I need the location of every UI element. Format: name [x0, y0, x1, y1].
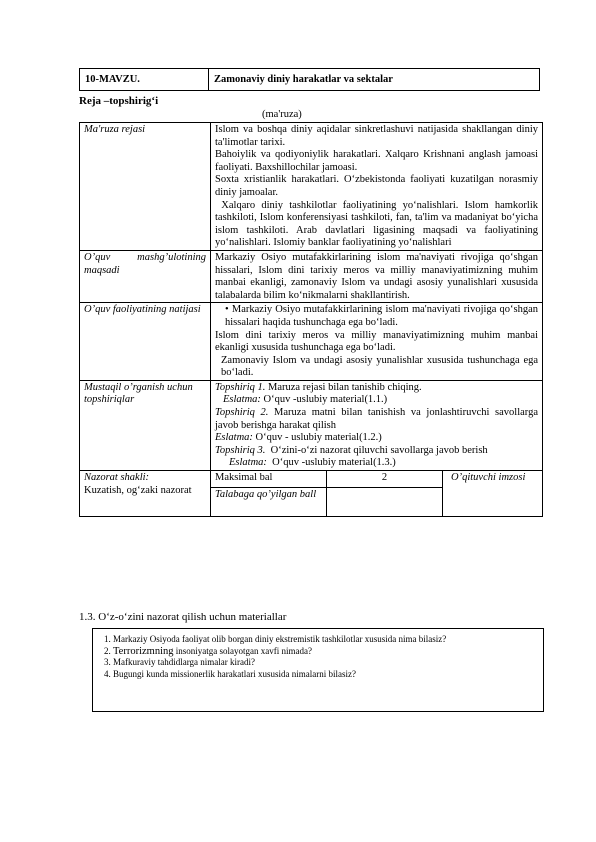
maruza-rejasi-content: [211, 123, 543, 251]
reja-line-1: Islom va boshqa diniy aqidalar sinkretlashuvi natijasida shakllangan diniy ta'limotlar tarixi.: [215, 124, 539, 148]
row-maqsadi: [80, 250, 543, 302]
bullet-icon: •: [225, 304, 229, 316]
teacher-signature-label: O’qituvchi imzosi: [443, 471, 543, 517]
label-mustaqil: Mustaqil o’rganish uchun topshiriqlar: [80, 380, 211, 470]
row-mustaqil: [80, 380, 543, 470]
max-ball-value: 2: [327, 471, 443, 488]
label-maruza-rejasi: Ma'ruza rejasi: [80, 123, 211, 251]
natija-line-3: Zamonaviy Islom va undagi asosiy yunalishlar xususida tushunchaga ega bo‘ladi.: [221, 354, 539, 379]
mustaqil-content: [211, 380, 543, 470]
task-1: Topshiriq 1. Maruza rejasi bilan tanishib chiqing.: [215, 381, 422, 393]
maqsadi-content: Markaziy Osiyo mutafakkirlarining islom ma'naviyati rivojiga qo‘shgan hissalari, Islom dini tarixiy meros va milliy manaviyatimizning muhim manbai ekanligi, zamonaviy Islom va undagi asosiy yunalishlari xususida talabalarda bilim ko‘nikmalarni shakllantirish.: [211, 250, 543, 302]
section-13-title: 1.3. O‘z-o‘zini nazorat qilish uchun materiallar: [79, 611, 287, 623]
label-nazorat: Nazorat shakli: Kuzatish, og‘zaki nazorat: [80, 471, 211, 517]
row-natijasi: [80, 303, 543, 381]
max-ball-label: Maksimal bal: [211, 471, 327, 488]
questions-box: [92, 628, 544, 712]
note-1: Eslatma: O‘quv -uslubiy material(1.1.): [223, 394, 388, 406]
reja-line-4: Xalqaro diniy tashkilotlar faoliyatining yo‘nalishlari. Islom hamkorlik tashkiloti, Islom konferensiyasi tashkiloti, fan, ta'lim va madaniyat bo‘yicha islom tashkiloti. Arab davlatlari ligasining maqsadi va faoliyatining yo‘nalishlari. Islomiy banklar faoliyatining yo‘nalishlari: [215, 199, 541, 249]
student-ball-value: [327, 488, 443, 517]
task-3: Topshiriq 3. O‘zini-o‘zi nazorat qiluvchi savollarga javob berish: [215, 444, 488, 456]
label-natijasi: O’quv faoliyatining natijasi: [80, 303, 211, 381]
natijasi-content: [211, 303, 543, 381]
topic-header-table: [79, 68, 540, 91]
row-maruza-rejasi: [80, 123, 543, 251]
natija-line-2: Islom dini tarixiy meros va milliy manaviyatimizning muhim manbai ekanligi xususida tushunchaga ega bo‘ladi.: [215, 329, 539, 354]
question-4: 4. Bugungi kunda missionerlik harakatlari xususida nimalarni bilasiz?: [104, 668, 356, 679]
row-nazorat-1: [80, 471, 543, 488]
label-maqsadi: O’quv mashg’ulotining maqsadi: [80, 250, 211, 302]
question-3: 3. Mafkuraviy tahdidlarga nimalar kiradi?: [104, 657, 256, 668]
reja-line-3: Soxta xristianlik harakatlari. O‘zbekistonda faoliyati kuzatilgan norasmiy diniy jamoalar.: [215, 174, 539, 198]
reja-label: Reja –topshirig‘i: [79, 95, 159, 107]
natija-line-1: • Markaziy Osiyo mutafakkirlarining islom ma'naviyati rivojiga qo‘shgan hissalari haqida tushunchaga ega bo‘ladi.: [225, 304, 539, 328]
note-2: Eslatma: O‘quv - uslubiy material(1.2.): [215, 432, 382, 444]
question-1: 1. Markaziy Osiyoda faoliyat olib borgan diniy ekstremistik tashkilotlar xususida nima bilasiz?: [104, 634, 447, 644]
topic-number: 10-MAVZU.: [80, 69, 209, 91]
task-2: Topshiriq 2. Maruza matni bilan tanishish va jonlashtiruvchi savollarga javob berishga harakat qilish: [215, 407, 539, 431]
lesson-plan-table: [79, 122, 543, 517]
maruza-label: (ma'ruza): [262, 109, 302, 120]
topic-title: Zamonaviy diniy harakatlar va sektalar: [209, 69, 540, 91]
student-ball-label: Talabaga qo’yilgan ball: [211, 488, 327, 517]
note-3: Eslatma: O‘quv -uslubiy material(1.3.): [229, 457, 396, 469]
question-2: 2. Terrorizmning insoniyatga solayotgan xavfi nimada?: [104, 645, 312, 657]
reja-line-2: Bahoiylik va qodiyoniylik harakatlari. Xalqaro Krishnani anglash jamoasi faoliyati. Baxshillochilar jamoasi.: [215, 149, 539, 173]
